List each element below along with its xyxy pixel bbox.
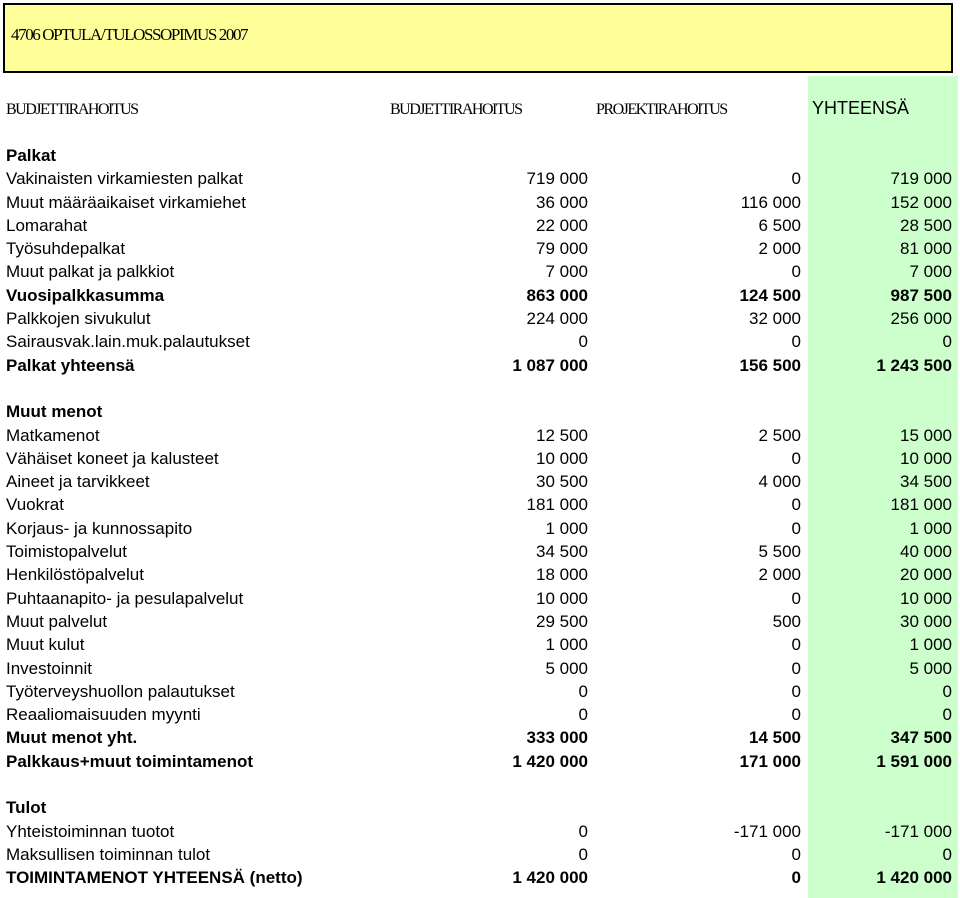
project-value: -171 000: [733, 821, 801, 841]
row-label: Maksullisen toiminnan tulot: [6, 844, 211, 864]
row-label: Työterveyshuollon palautukset: [6, 681, 235, 701]
table-row: [0, 540, 960, 563]
budget-value: 12 500: [536, 425, 588, 445]
row-label: Muut palkat ja palkkiot: [6, 262, 175, 282]
table-row: [0, 307, 960, 330]
project-value: 500: [772, 611, 801, 631]
row-label: Matkamenot: [6, 425, 100, 445]
header-total-column: YHTEENSÄ: [812, 98, 910, 118]
total-value: 1 000: [909, 635, 952, 655]
budget-value: 1 420 000: [512, 751, 588, 771]
row-label: Muut menot yht.: [6, 728, 138, 748]
row-label: Aineet ja tarvikkeet: [6, 472, 150, 492]
project-value: 0: [791, 844, 801, 864]
row-label: Lomarahat: [6, 215, 88, 235]
total-value: 719 000: [890, 169, 952, 189]
budget-value: 863 000: [526, 285, 588, 305]
budget-value: 0: [578, 844, 588, 864]
total-value: 5 000: [909, 658, 952, 678]
total-value: 10 000: [900, 588, 952, 608]
row-label: Toimistopalvelut: [6, 542, 127, 562]
total-value: 28 500: [900, 215, 952, 235]
row-label: Muut kulut: [6, 635, 85, 655]
table-row: [0, 330, 960, 353]
header-project-column: PROJEKTIRAHOITUS: [596, 101, 727, 118]
total-value: 1 591 000: [876, 751, 952, 771]
total-value: 152 000: [890, 192, 952, 212]
table-row: [0, 424, 960, 447]
row-label: Muut määräaikaiset virkamiehet: [6, 192, 246, 212]
row-label: Sairausvak.lain.muk.palautukset: [6, 332, 250, 352]
total-value: 20 000: [900, 565, 952, 585]
row-label: Yhteistoiminnan tuotot: [6, 821, 175, 841]
section-heading: [0, 400, 960, 423]
table-row: [0, 167, 960, 190]
project-value: 0: [791, 518, 801, 538]
budget-value: 22 000: [536, 215, 588, 235]
subtotal-row: [0, 750, 960, 773]
section-heading: [0, 144, 960, 167]
budget-value: 333 000: [526, 728, 588, 748]
project-value: 6 500: [758, 215, 801, 235]
row-label: Työsuhdepalkat: [6, 239, 126, 259]
project-value: 0: [791, 262, 801, 282]
project-value: 0: [791, 169, 801, 189]
project-value: 0: [791, 332, 801, 352]
row-label: Palkat: [6, 146, 57, 165]
project-value: 2 500: [758, 425, 801, 445]
row-label: Vakinaisten virkamiesten palkat: [6, 169, 243, 189]
header-budget-column: BUDJETTIRAHOITUS: [390, 101, 522, 118]
title-box: [3, 3, 953, 73]
row-label: Korjaus- ja kunnossapito: [6, 518, 193, 538]
budget-table: [0, 144, 960, 890]
total-value: 1 000: [909, 518, 952, 538]
row-label: TOIMINTAMENOT YHTEENSÄ (netto): [6, 868, 303, 888]
project-value: 2 000: [758, 239, 801, 259]
table-row: [0, 610, 960, 633]
total-value: 0: [942, 332, 952, 352]
project-value: 0: [791, 495, 801, 515]
total-value: -171 000: [884, 821, 952, 841]
row-label: Muut palvelut: [6, 611, 108, 631]
table-row: [0, 260, 960, 283]
total-value: 0: [942, 681, 952, 701]
row-label: Vähäiset koneet ja kalusteet: [6, 448, 219, 468]
budget-value: 0: [578, 821, 588, 841]
total-value: 256 000: [890, 309, 952, 329]
table-row: [0, 657, 960, 680]
total-value: 347 500: [890, 728, 952, 748]
project-value: 0: [791, 658, 801, 678]
table-row: [0, 703, 960, 726]
budget-value: 10 000: [536, 448, 588, 468]
page-title: 4706 OPTULA/TULOSSOPIMUS 2007: [11, 25, 248, 44]
header-label-column: BUDJETTIRAHOITUS: [6, 101, 138, 118]
table-row: [0, 633, 960, 656]
total-value: 987 500: [890, 285, 952, 305]
row-label: Tulot: [6, 798, 47, 818]
row-label: Muut menot: [6, 402, 103, 422]
budget-value: 1 000: [545, 518, 588, 538]
total-value: 0: [942, 705, 952, 725]
budget-value: 224 000: [526, 309, 588, 329]
total-value: 1 243 500: [876, 355, 952, 375]
project-value: 0: [791, 448, 801, 468]
total-value: 10 000: [900, 448, 952, 468]
subtotal-row: [0, 354, 960, 377]
table-row: [0, 493, 960, 516]
spacer-row: [0, 773, 960, 796]
budget-value: 36 000: [536, 192, 588, 212]
subtotal-row: [0, 284, 960, 307]
budget-value: 5 000: [545, 658, 588, 678]
table-row: [0, 470, 960, 493]
row-label: Vuosipalkkasumma: [6, 285, 165, 305]
project-value: 14 500: [749, 728, 801, 748]
table-row: [0, 191, 960, 214]
row-label: Vuokrat: [6, 495, 64, 515]
budget-value: 29 500: [536, 611, 588, 631]
row-label: Palkat yhteensä: [6, 355, 135, 375]
row-label: Investoinnit: [6, 658, 92, 678]
subtotal-row: [0, 726, 960, 749]
table-row: [0, 214, 960, 237]
total-value: 181 000: [890, 495, 952, 515]
budget-value: 30 500: [536, 472, 588, 492]
project-value: 5 500: [758, 542, 801, 562]
table-row: [0, 587, 960, 610]
table-row: [0, 843, 960, 866]
project-value: 0: [791, 705, 801, 725]
budget-value: 34 500: [536, 542, 588, 562]
budget-value: 1 087 000: [512, 355, 588, 375]
section-heading: [0, 796, 960, 819]
project-value: 0: [791, 588, 801, 608]
budget-value: 18 000: [536, 565, 588, 585]
table-row: [0, 517, 960, 540]
row-label: Henkilöstöpalvelut: [6, 565, 144, 585]
total-value: 30 000: [900, 611, 952, 631]
budget-value: 0: [578, 681, 588, 701]
row-label: Reaaliomaisuuden myynti: [6, 705, 201, 725]
budget-value: 7 000: [545, 262, 588, 282]
total-value: 81 000: [900, 239, 952, 259]
project-value: 2 000: [758, 565, 801, 585]
row-label: Puhtaanapito- ja pesulapalvelut: [6, 588, 244, 608]
budget-value: 10 000: [536, 588, 588, 608]
budget-value: 0: [578, 705, 588, 725]
project-value: 171 000: [739, 751, 801, 771]
budget-value: 0: [578, 332, 588, 352]
subtotal-row: [0, 866, 960, 889]
project-value: 0: [791, 681, 801, 701]
table-row: [0, 447, 960, 470]
spacer-row: [0, 377, 960, 400]
budget-value: 79 000: [536, 239, 588, 259]
budget-value: 1 000: [545, 635, 588, 655]
total-value: 1 420 000: [876, 868, 952, 888]
budget-value: 719 000: [526, 169, 588, 189]
table-row: [0, 820, 960, 843]
total-value: 7 000: [909, 262, 952, 282]
row-label: Palkkojen sivukulut: [6, 309, 151, 329]
total-value: 40 000: [900, 542, 952, 562]
project-value: 116 000: [740, 192, 801, 212]
row-label: Palkkaus+muut toimintamenot: [6, 751, 254, 771]
budget-value: 181 000: [526, 495, 588, 515]
project-value: 0: [791, 635, 801, 655]
table-row: [0, 563, 960, 586]
budget-value: 1 420 000: [512, 868, 588, 888]
total-value: 15 000: [900, 425, 952, 445]
project-value: 156 500: [739, 355, 801, 375]
table-row: [0, 680, 960, 703]
project-value: 32 000: [749, 309, 801, 329]
project-value: 4 000: [758, 472, 801, 492]
project-value: 124 500: [739, 285, 801, 305]
table-row: [0, 237, 960, 260]
total-value: 34 500: [900, 472, 952, 492]
total-value: 0: [942, 844, 952, 864]
project-value: 0: [791, 868, 801, 888]
